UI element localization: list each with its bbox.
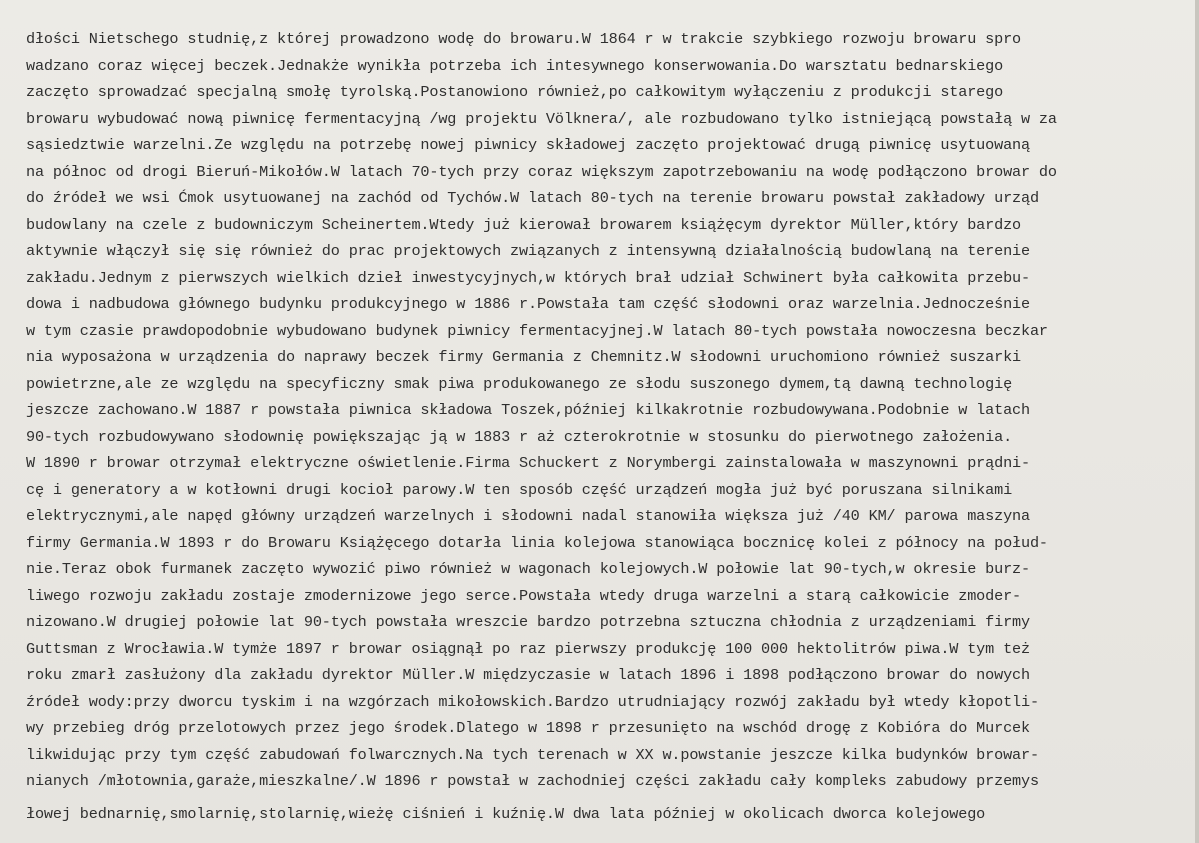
text-line: W 1890 r browar otrzymał elektryczne oświetlenie.Firma Schuckert z Norymbergi zainstalowała w maszynowni prądni- xyxy=(26,454,1030,472)
text-line: wy przebieg dróg przelotowych przez jego środek.Dlatego w 1898 r przesunięto na wschód drogę z Kobióra do Murcek xyxy=(26,719,1030,737)
text-line: jeszcze zachowano.W 1887 r powstała piwnica składowa Toszek,później kilkakrotnie rozbudowywana.Podobnie w latach xyxy=(26,401,1030,419)
text-line: powietrzne,ale ze względu na specyficzny smak piwa produkowanego ze słodu suszonego dymem,tą dawną technologię xyxy=(26,374,1013,393)
text-line: 90-tych rozbudowywano słodownię powiększając ją w 1883 r aż czterokrotnie w stosunku do pierwotnego założenia. xyxy=(26,427,1013,446)
page-edge xyxy=(1195,0,1199,843)
text-line: likwidując przy tym część zabudowań folwarcznych.Na tych terenach w XX w.powstanie jeszcze kilka budynków browar- xyxy=(26,745,1039,764)
text-line: zakładu.Jednym z pierwszych wielkich dzieł inwestycyjnych,w których brał udział Schwinert była całkowita przebu- xyxy=(26,268,1030,287)
text-line: łowej bednarnię,smolarnię,stolarnię,wieżę ciśnień i kuźnię.W dwa lata później w okolicach dworca kolejowego xyxy=(26,804,986,823)
text-line: Guttsman z Wrocławia.W tymże 1897 r browar osiągnął po raz pierwszy produkcję 100 000 hektolitrów piwa.W tym też xyxy=(26,639,1030,658)
text-line: nia wyposażona w urządzenia do naprawy beczek firmy Germania z Chemnitz.W słodowni uruchomiono również suszarki xyxy=(26,348,1022,366)
text-line: budowlany na czele z budowniczym Scheinertem.Wtedy już kierował browarem książęcym dyrektor Müller,który bardzo xyxy=(26,215,1022,234)
text-line: nie.Teraz obok furmanek zaczęto wywozić piwo również w wagonach kolejowych.W połowie lat 90-tych,w okresie burz- xyxy=(26,560,1030,578)
text-line: aktywnie włączył się się również do prac projektowych związanych z intensywną działalnością budowlaną na terenie xyxy=(26,242,1030,260)
text-line: na północ od drogi Bieruń-Mikołów.W latach 70-tych przy coraz większym zapotrzebowaniu na wodę podłączono browar do xyxy=(26,162,1057,181)
text-line: dowa i nadbudowa głównego budynku produkcyjnego w 1886 r.Powstała tam część słodowni oraz warzelnia.Jednocześnie xyxy=(26,295,1030,313)
text-line: browaru wybudować nową piwnicę fermentacyjną /wg projektu Völknera/, ale rozbudowano tylko istniejącą powstałą w za xyxy=(26,109,1057,128)
text-line: źródeł wody:przy dworcu tyskim i na wzgórzach mikołowskich.Bardzo utrudniający rozwój zakładu był wtedy kłopotli- xyxy=(26,692,1039,711)
text-line: liwego rozwoju zakładu zostaje zmodernizowe jego serce.Powstała wtedy druga warzelni a starą całkowicie zmoder- xyxy=(26,586,1022,605)
text-line: wadzano coraz więcej beczek.Jednakże wynikła potrzeba ich intesywnego konserwowania.Do warsztatu bednarskiego xyxy=(26,56,1004,75)
text-line: w tym czasie prawdopodobnie wybudowano budynek piwnicy fermentacyjnej.W latach 80-tych powstała nowoczesna beczkar xyxy=(26,321,1048,340)
text-line: sąsiedztwie warzelni.Ze względu na potrzebę nowej piwnicy składowej zaczęto projektować drugą piwnicę usytuowaną xyxy=(26,136,1030,154)
text-line: zaczęto sprowadzać specjalną smołę tyrolską.Postanowiono również,po całkowitym wyłączeniu z produkcji starego xyxy=(26,83,1004,101)
text-line: nizowano.W drugiej połowie lat 90-tych powstała wreszcie bardzo potrzebna sztuczna chłodnia z urządzeniami firmy xyxy=(26,613,1030,631)
typed-text-block xyxy=(26,26,1196,827)
text-line: roku zmarł zasłużony dla zakładu dyrektor Müller.W międzyczasie w latach 1896 i 1898 podłączono browar do nowych xyxy=(26,666,1030,684)
text-line: firmy Germania.W 1893 r do Browaru Książęcego dotarła linia kolejowa stanowiąca bocznicę kolei z północy na połud- xyxy=(26,533,1048,552)
text-line: elektrycznymi,ale napęd główny urządzeń warzelnych i słodowni nadal stanowiła większa już /40 KM/ parowa maszyna xyxy=(26,507,1030,525)
text-line: cę i generatory a w kotłowni drugi kocioł parowy.W ten sposób część urządzeń mogła już być poruszana silnikami xyxy=(26,480,1013,499)
text-line: dłości Nietschego studnię,z której prowadzono wodę do browaru.W 1864 r w trakcie szybkiego rozwoju browaru spro xyxy=(26,30,1022,48)
text-line: do źródeł we wsi Ćmok usytuowanej na zachód od Tychów.W latach 80-tych na terenie browaru powstał zakładowy urząd xyxy=(26,189,1039,207)
text-line: nianych /młotownia,garaże,mieszkalne/.W 1896 r powstał w zachodniej części zakładu cały kompleks zabudowy przemys xyxy=(26,772,1039,790)
